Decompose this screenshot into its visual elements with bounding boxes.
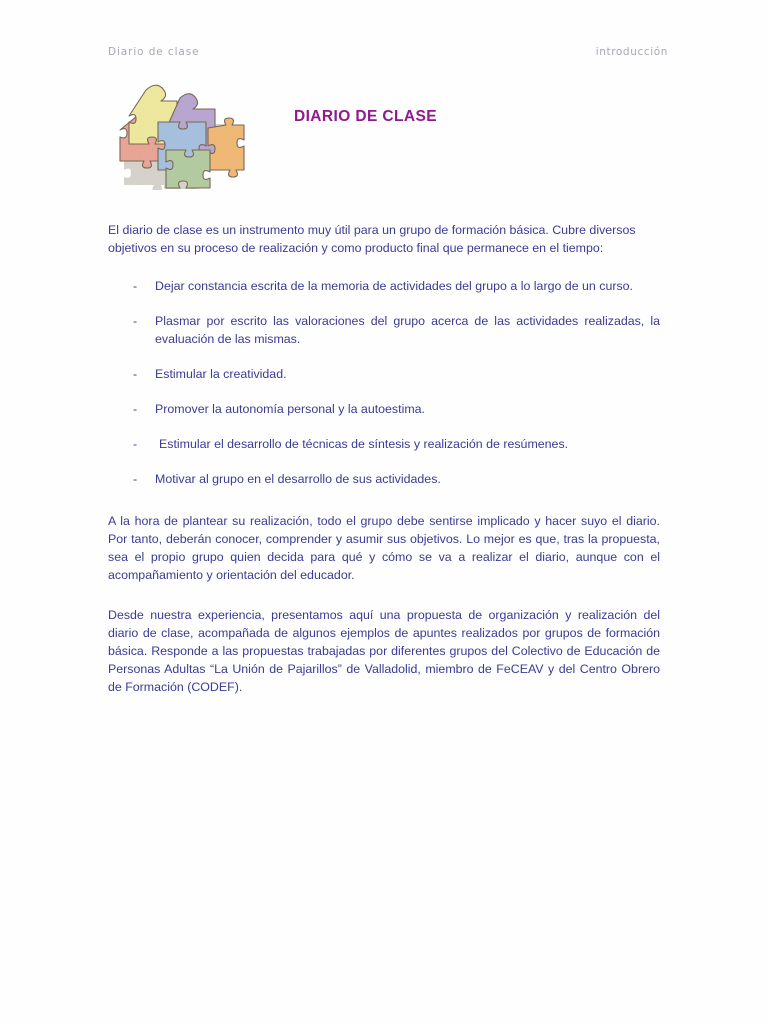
list-item-label: Plasmar por escrito las valoraciones del grupo acerca de las actividades realizadas, la evaluación de las mismas. [155,313,660,346]
list-item [133,436,660,454]
intro-paragraph: El diario de clase es un instrumento muy útil para un grupo de formación básica. Cubre diversos objetivos en su proceso de realización y como producto final que permanece en el tiempo: [108,223,636,255]
list-item [133,278,660,296]
spacer [108,585,660,607]
list-marker: - [133,313,138,328]
paragraph-2: A la hora de plantear su realización, todo el grupo debe sentirse implicado y hacer suyo el diario. Por tanto, deberán conocer, comprender y asumir sus objetivos. Lo mejor es que, tras la propuesta, sea el propio grupo quien decida para qué y cómo se va a realizar el diario, aunque con el acompañamiento y orientación del educador. [108,513,660,582]
list-item-label: Motivar al grupo en el desarrollo de sus actividades. [155,471,441,486]
document-body [108,222,660,697]
list-item-label: Dejar constancia escrita de la memoria de actividades del grupo a lo largo de un curso. [155,278,633,293]
masthead [108,78,668,190]
puzzle-pieces-icon [108,78,248,190]
list-marker: - [133,471,138,486]
list-item [133,401,660,419]
page-title: DIARIO DE CLASE [294,108,437,125]
running-header-right: introducción [595,46,668,58]
list-item-label: Promover la autonomía personal y la autoestima. [155,401,425,416]
list-item [133,471,660,489]
list-item-label: Estimular la creatividad. [155,366,287,381]
paragraph-3: Desde nuestra experiencia, presentamos aquí una propuesta de organización y realización del diario de clase, acompañada de algunos ejemplos de apuntes realizados por grupos de formación básica. Responde a las propuestas trabajadas por diferentes grupos del Colectivo de Educación de Personas Adultas “La Unión de Pajarillos” de Valladolid, miembro de FeCEAV y del Centro Obrero de Formación (CODEF). [108,607,660,694]
spacer [108,258,660,278]
list-marker: - [133,436,138,451]
list-item [133,366,660,384]
objectives-list [108,278,660,489]
list-marker: - [133,366,138,381]
list-item [133,313,660,349]
list-item-label: Estimular el desarrollo de técnicas de síntesis y realización de resúmenes. [159,436,569,451]
running-header [108,46,668,58]
running-header-left: Diario de clase [108,46,200,58]
spacer [108,489,660,513]
list-marker: - [133,401,138,416]
list-marker: - [133,278,138,293]
